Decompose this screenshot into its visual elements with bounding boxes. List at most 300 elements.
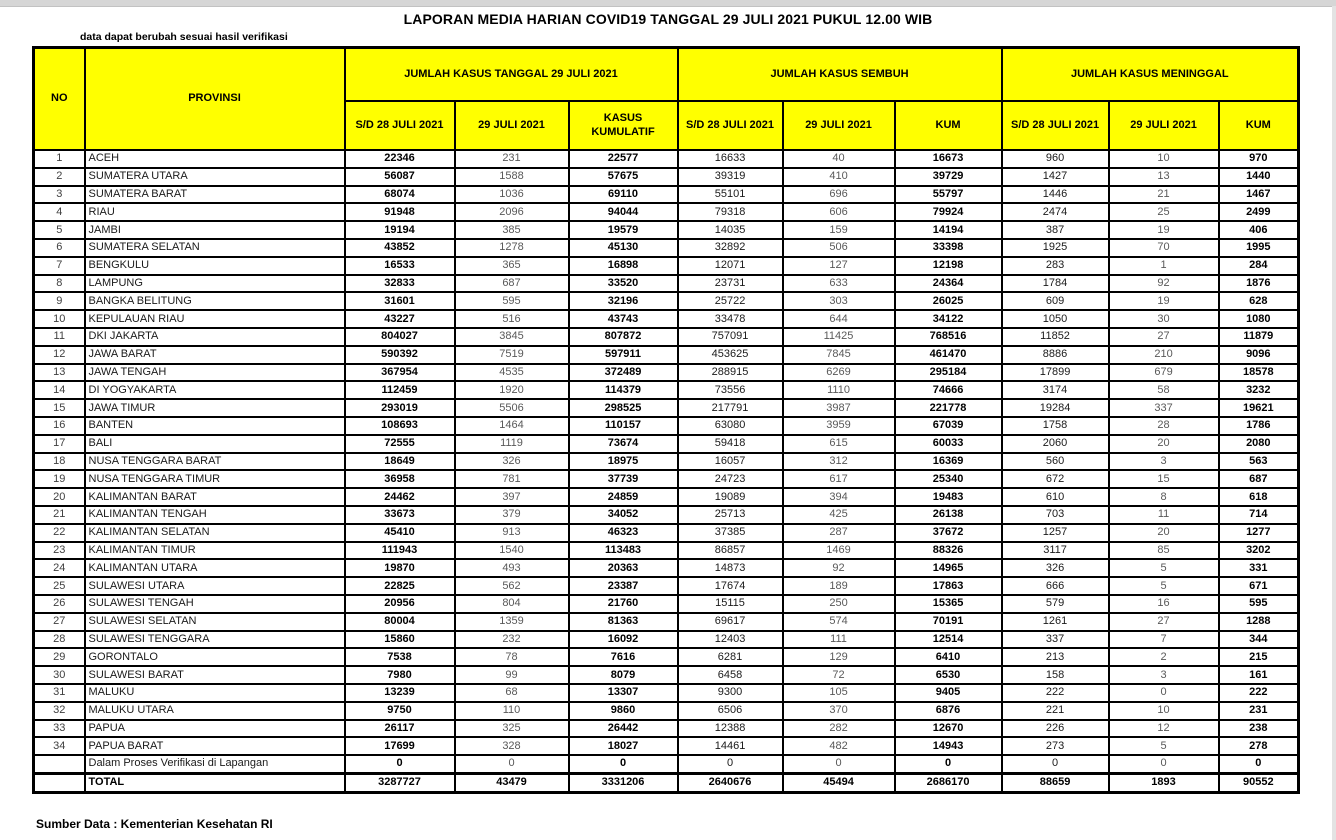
cell-sembuh-sd: 25713 bbox=[678, 506, 783, 524]
cell-kasus-sd: 0 bbox=[345, 755, 455, 773]
cell-no: 28 bbox=[34, 631, 85, 649]
cell-no: 16 bbox=[34, 417, 85, 435]
cell-sembuh-sd: 6281 bbox=[678, 648, 783, 666]
cell-meninggal-sd: 8886 bbox=[1002, 346, 1109, 364]
cell-provinsi: SULAWESI BARAT bbox=[85, 666, 345, 684]
cell-sembuh-29: 615 bbox=[783, 435, 895, 453]
cell-sembuh-kum: 39729 bbox=[895, 168, 1002, 186]
cell-sembuh-29: 410 bbox=[783, 168, 895, 186]
cell-sembuh-29: 129 bbox=[783, 648, 895, 666]
cell-no: 12 bbox=[34, 346, 85, 364]
cell-meninggal-kum: 3232 bbox=[1219, 381, 1299, 399]
cell-meninggal-kum: 595 bbox=[1219, 595, 1299, 613]
cell-sembuh-sd: 86857 bbox=[678, 542, 783, 560]
cell-kasus-sd: 20956 bbox=[345, 595, 455, 613]
cell-meninggal-kum: 1876 bbox=[1219, 275, 1299, 293]
table-row bbox=[34, 275, 1299, 293]
cell-sembuh-29: 633 bbox=[783, 275, 895, 293]
cell-kasus-kumulatif: 3331206 bbox=[569, 773, 678, 792]
table-row bbox=[34, 737, 1299, 755]
cell-meninggal-kum: 1995 bbox=[1219, 239, 1299, 257]
cell-meninggal-sd: 88659 bbox=[1002, 773, 1109, 792]
cell-sembuh-sd: 37385 bbox=[678, 524, 783, 542]
cell-kasus-29: 4535 bbox=[455, 364, 569, 382]
cell-kasus-29: 3845 bbox=[455, 328, 569, 346]
cell-sembuh-sd: 32892 bbox=[678, 239, 783, 257]
cell-kasus-kumulatif: 33520 bbox=[569, 275, 678, 293]
cell-meninggal-29: 3 bbox=[1109, 666, 1219, 684]
cell-meninggal-29: 20 bbox=[1109, 524, 1219, 542]
table-row bbox=[34, 666, 1299, 684]
cell-no: 13 bbox=[34, 364, 85, 382]
cell-kasus-29: 804 bbox=[455, 595, 569, 613]
cell-kasus-29: 1119 bbox=[455, 435, 569, 453]
cell-meninggal-kum: 3202 bbox=[1219, 542, 1299, 560]
cell-sembuh-29: 127 bbox=[783, 257, 895, 275]
cell-sembuh-sd: 79318 bbox=[678, 203, 783, 221]
cell-kasus-sd: 367954 bbox=[345, 364, 455, 382]
cell-provinsi: MALUKU bbox=[85, 684, 345, 702]
cell-kasus-29: 232 bbox=[455, 631, 569, 649]
cell-meninggal-kum: 1467 bbox=[1219, 186, 1299, 204]
cell-sembuh-kum: 26138 bbox=[895, 506, 1002, 524]
cell-sembuh-29: 644 bbox=[783, 310, 895, 328]
cell-sembuh-29: 696 bbox=[783, 186, 895, 204]
cell-sembuh-29: 506 bbox=[783, 239, 895, 257]
cell-sembuh-29: 287 bbox=[783, 524, 895, 542]
cell-kasus-kumulatif: 110157 bbox=[569, 417, 678, 435]
cell-kasus-kumulatif: 807872 bbox=[569, 328, 678, 346]
cell-sembuh-kum: 6876 bbox=[895, 702, 1002, 720]
cell-meninggal-29: 27 bbox=[1109, 613, 1219, 631]
cell-sembuh-kum: 19483 bbox=[895, 488, 1002, 506]
cell-provinsi: TOTAL bbox=[85, 773, 345, 792]
cell-meninggal-kum: 11879 bbox=[1219, 328, 1299, 346]
cell-meninggal-sd: 326 bbox=[1002, 559, 1109, 577]
cell-meninggal-29: 27 bbox=[1109, 328, 1219, 346]
cell-sembuh-kum: 15365 bbox=[895, 595, 1002, 613]
cell-sembuh-kum: 9405 bbox=[895, 684, 1002, 702]
cell-kasus-sd: 72555 bbox=[345, 435, 455, 453]
cell-sembuh-sd: 14035 bbox=[678, 221, 783, 239]
cell-sembuh-29: 111 bbox=[783, 631, 895, 649]
table-row bbox=[34, 684, 1299, 702]
window-right-edge bbox=[1332, 6, 1336, 840]
header-no: NO bbox=[34, 48, 85, 151]
cell-meninggal-kum: 215 bbox=[1219, 648, 1299, 666]
cell-meninggal-sd: 1925 bbox=[1002, 239, 1109, 257]
cell-meninggal-kum: 618 bbox=[1219, 488, 1299, 506]
table-row bbox=[34, 613, 1299, 631]
cell-meninggal-kum: 563 bbox=[1219, 453, 1299, 471]
cell-no: 7 bbox=[34, 257, 85, 275]
cell-kasus-kumulatif: 13307 bbox=[569, 684, 678, 702]
cell-kasus-sd: 3287727 bbox=[345, 773, 455, 792]
cell-sembuh-sd: 25722 bbox=[678, 292, 783, 310]
cell-kasus-kumulatif: 37739 bbox=[569, 470, 678, 488]
cell-meninggal-sd: 1050 bbox=[1002, 310, 1109, 328]
cell-sembuh-sd: 453625 bbox=[678, 346, 783, 364]
cell-provinsi: DI YOGYAKARTA bbox=[85, 381, 345, 399]
cell-meninggal-29: 25 bbox=[1109, 203, 1219, 221]
cell-kasus-sd: 19194 bbox=[345, 221, 455, 239]
cell-meninggal-sd: 610 bbox=[1002, 488, 1109, 506]
cell-sembuh-kum: 14943 bbox=[895, 737, 1002, 755]
cell-meninggal-29: 19 bbox=[1109, 221, 1219, 239]
cell-meninggal-29: 15 bbox=[1109, 470, 1219, 488]
cell-sembuh-29: 250 bbox=[783, 595, 895, 613]
cell-meninggal-29: 30 bbox=[1109, 310, 1219, 328]
cell-sembuh-sd: 16057 bbox=[678, 453, 783, 471]
header-kasus-29: 29 JULI 2021 bbox=[455, 101, 569, 150]
cell-provinsi: KALIMANTAN TIMUR bbox=[85, 542, 345, 560]
cell-sembuh-sd: 23731 bbox=[678, 275, 783, 293]
cell-kasus-29: 325 bbox=[455, 720, 569, 738]
cell-meninggal-29: 11 bbox=[1109, 506, 1219, 524]
cell-kasus-29: 397 bbox=[455, 488, 569, 506]
cell-kasus-29: 562 bbox=[455, 577, 569, 595]
cell-sembuh-kum: 221778 bbox=[895, 399, 1002, 417]
table-row bbox=[34, 506, 1299, 524]
cell-no: 6 bbox=[34, 239, 85, 257]
cell-provinsi: SULAWESI SELATAN bbox=[85, 613, 345, 631]
cell-meninggal-kum: 238 bbox=[1219, 720, 1299, 738]
cell-provinsi: MALUKU UTARA bbox=[85, 702, 345, 720]
cell-meninggal-kum: 687 bbox=[1219, 470, 1299, 488]
cell-kasus-sd: 108693 bbox=[345, 417, 455, 435]
table-row bbox=[34, 150, 1299, 168]
cell-sembuh-29: 3987 bbox=[783, 399, 895, 417]
table-row bbox=[34, 631, 1299, 649]
cell-meninggal-29: 210 bbox=[1109, 346, 1219, 364]
cell-meninggal-kum: 1277 bbox=[1219, 524, 1299, 542]
cell-sembuh-29: 482 bbox=[783, 737, 895, 755]
cell-sembuh-kum: 55797 bbox=[895, 186, 1002, 204]
cell-sembuh-29: 7845 bbox=[783, 346, 895, 364]
cell-meninggal-29: 3 bbox=[1109, 453, 1219, 471]
cell-no: 31 bbox=[34, 684, 85, 702]
cell-no: 22 bbox=[34, 524, 85, 542]
cell-no bbox=[34, 755, 85, 773]
cell-meninggal-sd: 221 bbox=[1002, 702, 1109, 720]
cell-meninggal-kum: 2499 bbox=[1219, 203, 1299, 221]
table-row bbox=[34, 346, 1299, 364]
table-row bbox=[34, 221, 1299, 239]
cell-kasus-29: 2096 bbox=[455, 203, 569, 221]
cell-kasus-29: 687 bbox=[455, 275, 569, 293]
table-row bbox=[34, 702, 1299, 720]
table-row bbox=[34, 310, 1299, 328]
cell-sembuh-29: 425 bbox=[783, 506, 895, 524]
cell-provinsi: BALI bbox=[85, 435, 345, 453]
cell-kasus-sd: 18649 bbox=[345, 453, 455, 471]
cell-kasus-sd: 804027 bbox=[345, 328, 455, 346]
cell-sembuh-sd: 14873 bbox=[678, 559, 783, 577]
cell-kasus-sd: 293019 bbox=[345, 399, 455, 417]
cell-meninggal-29: 85 bbox=[1109, 542, 1219, 560]
cell-sembuh-kum: 461470 bbox=[895, 346, 1002, 364]
table-row bbox=[34, 292, 1299, 310]
cell-meninggal-kum: 19621 bbox=[1219, 399, 1299, 417]
cell-no: 8 bbox=[34, 275, 85, 293]
cell-kasus-sd: 7980 bbox=[345, 666, 455, 684]
cell-meninggal-29: 13 bbox=[1109, 168, 1219, 186]
cell-no: 27 bbox=[34, 613, 85, 631]
cell-provinsi: SULAWESI TENGAH bbox=[85, 595, 345, 613]
cell-kasus-kumulatif: 8079 bbox=[569, 666, 678, 684]
cell-kasus-29: 5506 bbox=[455, 399, 569, 417]
cell-kasus-kumulatif: 18975 bbox=[569, 453, 678, 471]
cell-meninggal-sd: 158 bbox=[1002, 666, 1109, 684]
cell-kasus-sd: 56087 bbox=[345, 168, 455, 186]
cell-provinsi: PAPUA bbox=[85, 720, 345, 738]
cell-meninggal-sd: 17899 bbox=[1002, 364, 1109, 382]
cell-meninggal-sd: 1758 bbox=[1002, 417, 1109, 435]
cell-meninggal-kum: 970 bbox=[1219, 150, 1299, 168]
cell-no: 4 bbox=[34, 203, 85, 221]
cell-kasus-kumulatif: 0 bbox=[569, 755, 678, 773]
cell-provinsi: BANGKA BELITUNG bbox=[85, 292, 345, 310]
cell-meninggal-kum: 628 bbox=[1219, 292, 1299, 310]
cell-meninggal-29: 1893 bbox=[1109, 773, 1219, 792]
cell-sembuh-kum: 14194 bbox=[895, 221, 1002, 239]
cell-meninggal-29: 16 bbox=[1109, 595, 1219, 613]
table-row bbox=[34, 328, 1299, 346]
cell-kasus-29: 781 bbox=[455, 470, 569, 488]
cell-sembuh-sd: 217791 bbox=[678, 399, 783, 417]
cell-sembuh-29: 617 bbox=[783, 470, 895, 488]
cell-meninggal-sd: 2474 bbox=[1002, 203, 1109, 221]
cell-kasus-kumulatif: 26442 bbox=[569, 720, 678, 738]
cell-provinsi: Dalam Proses Verifikasi di Lapangan bbox=[85, 755, 345, 773]
cell-meninggal-29: 5 bbox=[1109, 577, 1219, 595]
cell-no: 29 bbox=[34, 648, 85, 666]
cell-meninggal-29: 10 bbox=[1109, 150, 1219, 168]
cell-provinsi: NUSA TENGGARA TIMUR bbox=[85, 470, 345, 488]
cell-sembuh-sd: 59418 bbox=[678, 435, 783, 453]
cell-meninggal-sd: 213 bbox=[1002, 648, 1109, 666]
cell-kasus-sd: 68074 bbox=[345, 186, 455, 204]
cell-kasus-29: 1036 bbox=[455, 186, 569, 204]
cell-meninggal-29: 2 bbox=[1109, 648, 1219, 666]
cell-no: 23 bbox=[34, 542, 85, 560]
cell-kasus-29: 0 bbox=[455, 755, 569, 773]
cell-sembuh-29: 45494 bbox=[783, 773, 895, 792]
cell-meninggal-sd: 226 bbox=[1002, 720, 1109, 738]
cell-sembuh-kum: 12670 bbox=[895, 720, 1002, 738]
cell-sembuh-29: 370 bbox=[783, 702, 895, 720]
cell-kasus-kumulatif: 32196 bbox=[569, 292, 678, 310]
cell-meninggal-kum: 9096 bbox=[1219, 346, 1299, 364]
cell-no: 21 bbox=[34, 506, 85, 524]
cell-meninggal-kum: 671 bbox=[1219, 577, 1299, 595]
cell-sembuh-sd: 12403 bbox=[678, 631, 783, 649]
cell-provinsi: NUSA TENGGARA BARAT bbox=[85, 453, 345, 471]
cell-provinsi: KALIMANTAN SELATAN bbox=[85, 524, 345, 542]
cell-sembuh-sd: 55101 bbox=[678, 186, 783, 204]
cell-no: 19 bbox=[34, 470, 85, 488]
cell-meninggal-29: 0 bbox=[1109, 684, 1219, 702]
cell-provinsi: SUMATERA BARAT bbox=[85, 186, 345, 204]
cell-meninggal-29: 7 bbox=[1109, 631, 1219, 649]
cell-kasus-sd: 17699 bbox=[345, 737, 455, 755]
cell-kasus-sd: 19870 bbox=[345, 559, 455, 577]
cell-meninggal-sd: 1446 bbox=[1002, 186, 1109, 204]
cell-meninggal-29: 19 bbox=[1109, 292, 1219, 310]
cell-meninggal-kum: 331 bbox=[1219, 559, 1299, 577]
cell-sembuh-sd: 39319 bbox=[678, 168, 783, 186]
table-row bbox=[34, 435, 1299, 453]
header-meninggal-29: 29 JULI 2021 bbox=[1109, 101, 1219, 150]
cell-kasus-kumulatif: 24859 bbox=[569, 488, 678, 506]
cell-meninggal-sd: 579 bbox=[1002, 595, 1109, 613]
cell-provinsi: DKI JAKARTA bbox=[85, 328, 345, 346]
cell-meninggal-kum: 231 bbox=[1219, 702, 1299, 720]
cell-kasus-kumulatif: 372489 bbox=[569, 364, 678, 382]
cell-kasus-kumulatif: 19579 bbox=[569, 221, 678, 239]
table-row bbox=[34, 417, 1299, 435]
cell-kasus-sd: 22825 bbox=[345, 577, 455, 595]
cell-sembuh-kum: 67039 bbox=[895, 417, 1002, 435]
cell-sembuh-kum: 24364 bbox=[895, 275, 1002, 293]
cell-provinsi: JAWA TIMUR bbox=[85, 399, 345, 417]
cell-sembuh-29: 394 bbox=[783, 488, 895, 506]
table-row bbox=[34, 542, 1299, 560]
cell-meninggal-sd: 0 bbox=[1002, 755, 1109, 773]
cell-sembuh-sd: 19089 bbox=[678, 488, 783, 506]
cell-no bbox=[34, 773, 85, 792]
cell-no: 5 bbox=[34, 221, 85, 239]
cell-sembuh-kum: 0 bbox=[895, 755, 1002, 773]
cell-meninggal-29: 28 bbox=[1109, 417, 1219, 435]
cell-meninggal-kum: 406 bbox=[1219, 221, 1299, 239]
cell-no: 10 bbox=[34, 310, 85, 328]
cell-sembuh-kum: 37672 bbox=[895, 524, 1002, 542]
cell-kasus-29: 328 bbox=[455, 737, 569, 755]
cell-sembuh-sd: 6506 bbox=[678, 702, 783, 720]
cell-meninggal-sd: 1784 bbox=[1002, 275, 1109, 293]
table-body bbox=[34, 150, 1299, 792]
cell-provinsi: JAWA BARAT bbox=[85, 346, 345, 364]
cell-meninggal-29: 10 bbox=[1109, 702, 1219, 720]
table-row-verification bbox=[34, 755, 1299, 773]
cell-sembuh-29: 0 bbox=[783, 755, 895, 773]
cell-kasus-kumulatif: 94044 bbox=[569, 203, 678, 221]
cell-kasus-kumulatif: 113483 bbox=[569, 542, 678, 560]
header-meninggal-sd: S/D 28 JULI 2021 bbox=[1002, 101, 1109, 150]
cell-kasus-kumulatif: 43743 bbox=[569, 310, 678, 328]
cell-no: 2 bbox=[34, 168, 85, 186]
cell-no: 32 bbox=[34, 702, 85, 720]
cell-sembuh-29: 1469 bbox=[783, 542, 895, 560]
cell-kasus-kumulatif: 7616 bbox=[569, 648, 678, 666]
cell-sembuh-29: 312 bbox=[783, 453, 895, 471]
cell-kasus-kumulatif: 22577 bbox=[569, 150, 678, 168]
cell-kasus-29: 1588 bbox=[455, 168, 569, 186]
cell-kasus-kumulatif: 23387 bbox=[569, 577, 678, 595]
cell-meninggal-sd: 2060 bbox=[1002, 435, 1109, 453]
table-row bbox=[34, 559, 1299, 577]
cell-meninggal-sd: 960 bbox=[1002, 150, 1109, 168]
table-row bbox=[34, 381, 1299, 399]
cell-sembuh-sd: 14461 bbox=[678, 737, 783, 755]
cell-meninggal-29: 5 bbox=[1109, 737, 1219, 755]
cell-sembuh-kum: 60033 bbox=[895, 435, 1002, 453]
cell-meninggal-29: 20 bbox=[1109, 435, 1219, 453]
cell-meninggal-29: 0 bbox=[1109, 755, 1219, 773]
cell-sembuh-sd: 73556 bbox=[678, 381, 783, 399]
cell-meninggal-kum: 278 bbox=[1219, 737, 1299, 755]
cell-sembuh-sd: 12388 bbox=[678, 720, 783, 738]
cell-no: 18 bbox=[34, 453, 85, 471]
cell-provinsi: LAMPUNG bbox=[85, 275, 345, 293]
cell-no: 11 bbox=[34, 328, 85, 346]
cell-sembuh-kum: 88326 bbox=[895, 542, 1002, 560]
verification-note: data dapat berubah sesuai hasil verifikasi bbox=[80, 31, 288, 43]
cell-sembuh-29: 11425 bbox=[783, 328, 895, 346]
cell-no: 15 bbox=[34, 399, 85, 417]
table-row bbox=[34, 186, 1299, 204]
table-header bbox=[34, 48, 1299, 151]
cell-meninggal-sd: 11852 bbox=[1002, 328, 1109, 346]
cell-meninggal-29: 8 bbox=[1109, 488, 1219, 506]
cell-kasus-kumulatif: 45130 bbox=[569, 239, 678, 257]
table-row bbox=[34, 239, 1299, 257]
header-group-kasus: JUMLAH KASUS TANGGAL 29 JULI 2021 bbox=[345, 48, 678, 102]
cell-meninggal-29: 12 bbox=[1109, 720, 1219, 738]
cell-sembuh-kum: 17863 bbox=[895, 577, 1002, 595]
cell-no: 20 bbox=[34, 488, 85, 506]
cell-sembuh-29: 72 bbox=[783, 666, 895, 684]
cell-sembuh-29: 303 bbox=[783, 292, 895, 310]
cell-kasus-kumulatif: 298525 bbox=[569, 399, 678, 417]
cell-sembuh-29: 159 bbox=[783, 221, 895, 239]
cell-sembuh-29: 574 bbox=[783, 613, 895, 631]
table-row bbox=[34, 648, 1299, 666]
cell-meninggal-sd: 3117 bbox=[1002, 542, 1109, 560]
table-row bbox=[34, 453, 1299, 471]
cell-no: 3 bbox=[34, 186, 85, 204]
cell-sembuh-sd: 17674 bbox=[678, 577, 783, 595]
covid-report-table bbox=[32, 46, 1300, 794]
cell-sembuh-sd: 0 bbox=[678, 755, 783, 773]
cell-no: 9 bbox=[34, 292, 85, 310]
cell-kasus-kumulatif: 69110 bbox=[569, 186, 678, 204]
header-kasus-kum: KASUS KUMULATIF bbox=[569, 101, 678, 150]
cell-kasus-sd: 31601 bbox=[345, 292, 455, 310]
table-row bbox=[34, 470, 1299, 488]
cell-meninggal-29: 21 bbox=[1109, 186, 1219, 204]
cell-sembuh-kum: 74666 bbox=[895, 381, 1002, 399]
cell-kasus-29: 1359 bbox=[455, 613, 569, 631]
cell-kasus-sd: 111943 bbox=[345, 542, 455, 560]
cell-kasus-sd: 22346 bbox=[345, 150, 455, 168]
cell-meninggal-sd: 560 bbox=[1002, 453, 1109, 471]
cell-meninggal-sd: 387 bbox=[1002, 221, 1109, 239]
cell-kasus-sd: 9750 bbox=[345, 702, 455, 720]
cell-provinsi: JAMBI bbox=[85, 221, 345, 239]
cell-kasus-kumulatif: 20363 bbox=[569, 559, 678, 577]
table-row bbox=[34, 524, 1299, 542]
cell-kasus-kumulatif: 81363 bbox=[569, 613, 678, 631]
cell-sembuh-29: 92 bbox=[783, 559, 895, 577]
cell-kasus-29: 110 bbox=[455, 702, 569, 720]
cell-kasus-sd: 16533 bbox=[345, 257, 455, 275]
cell-meninggal-sd: 1261 bbox=[1002, 613, 1109, 631]
cell-kasus-29: 379 bbox=[455, 506, 569, 524]
cell-provinsi: KALIMANTAN TENGAH bbox=[85, 506, 345, 524]
cell-meninggal-kum: 714 bbox=[1219, 506, 1299, 524]
